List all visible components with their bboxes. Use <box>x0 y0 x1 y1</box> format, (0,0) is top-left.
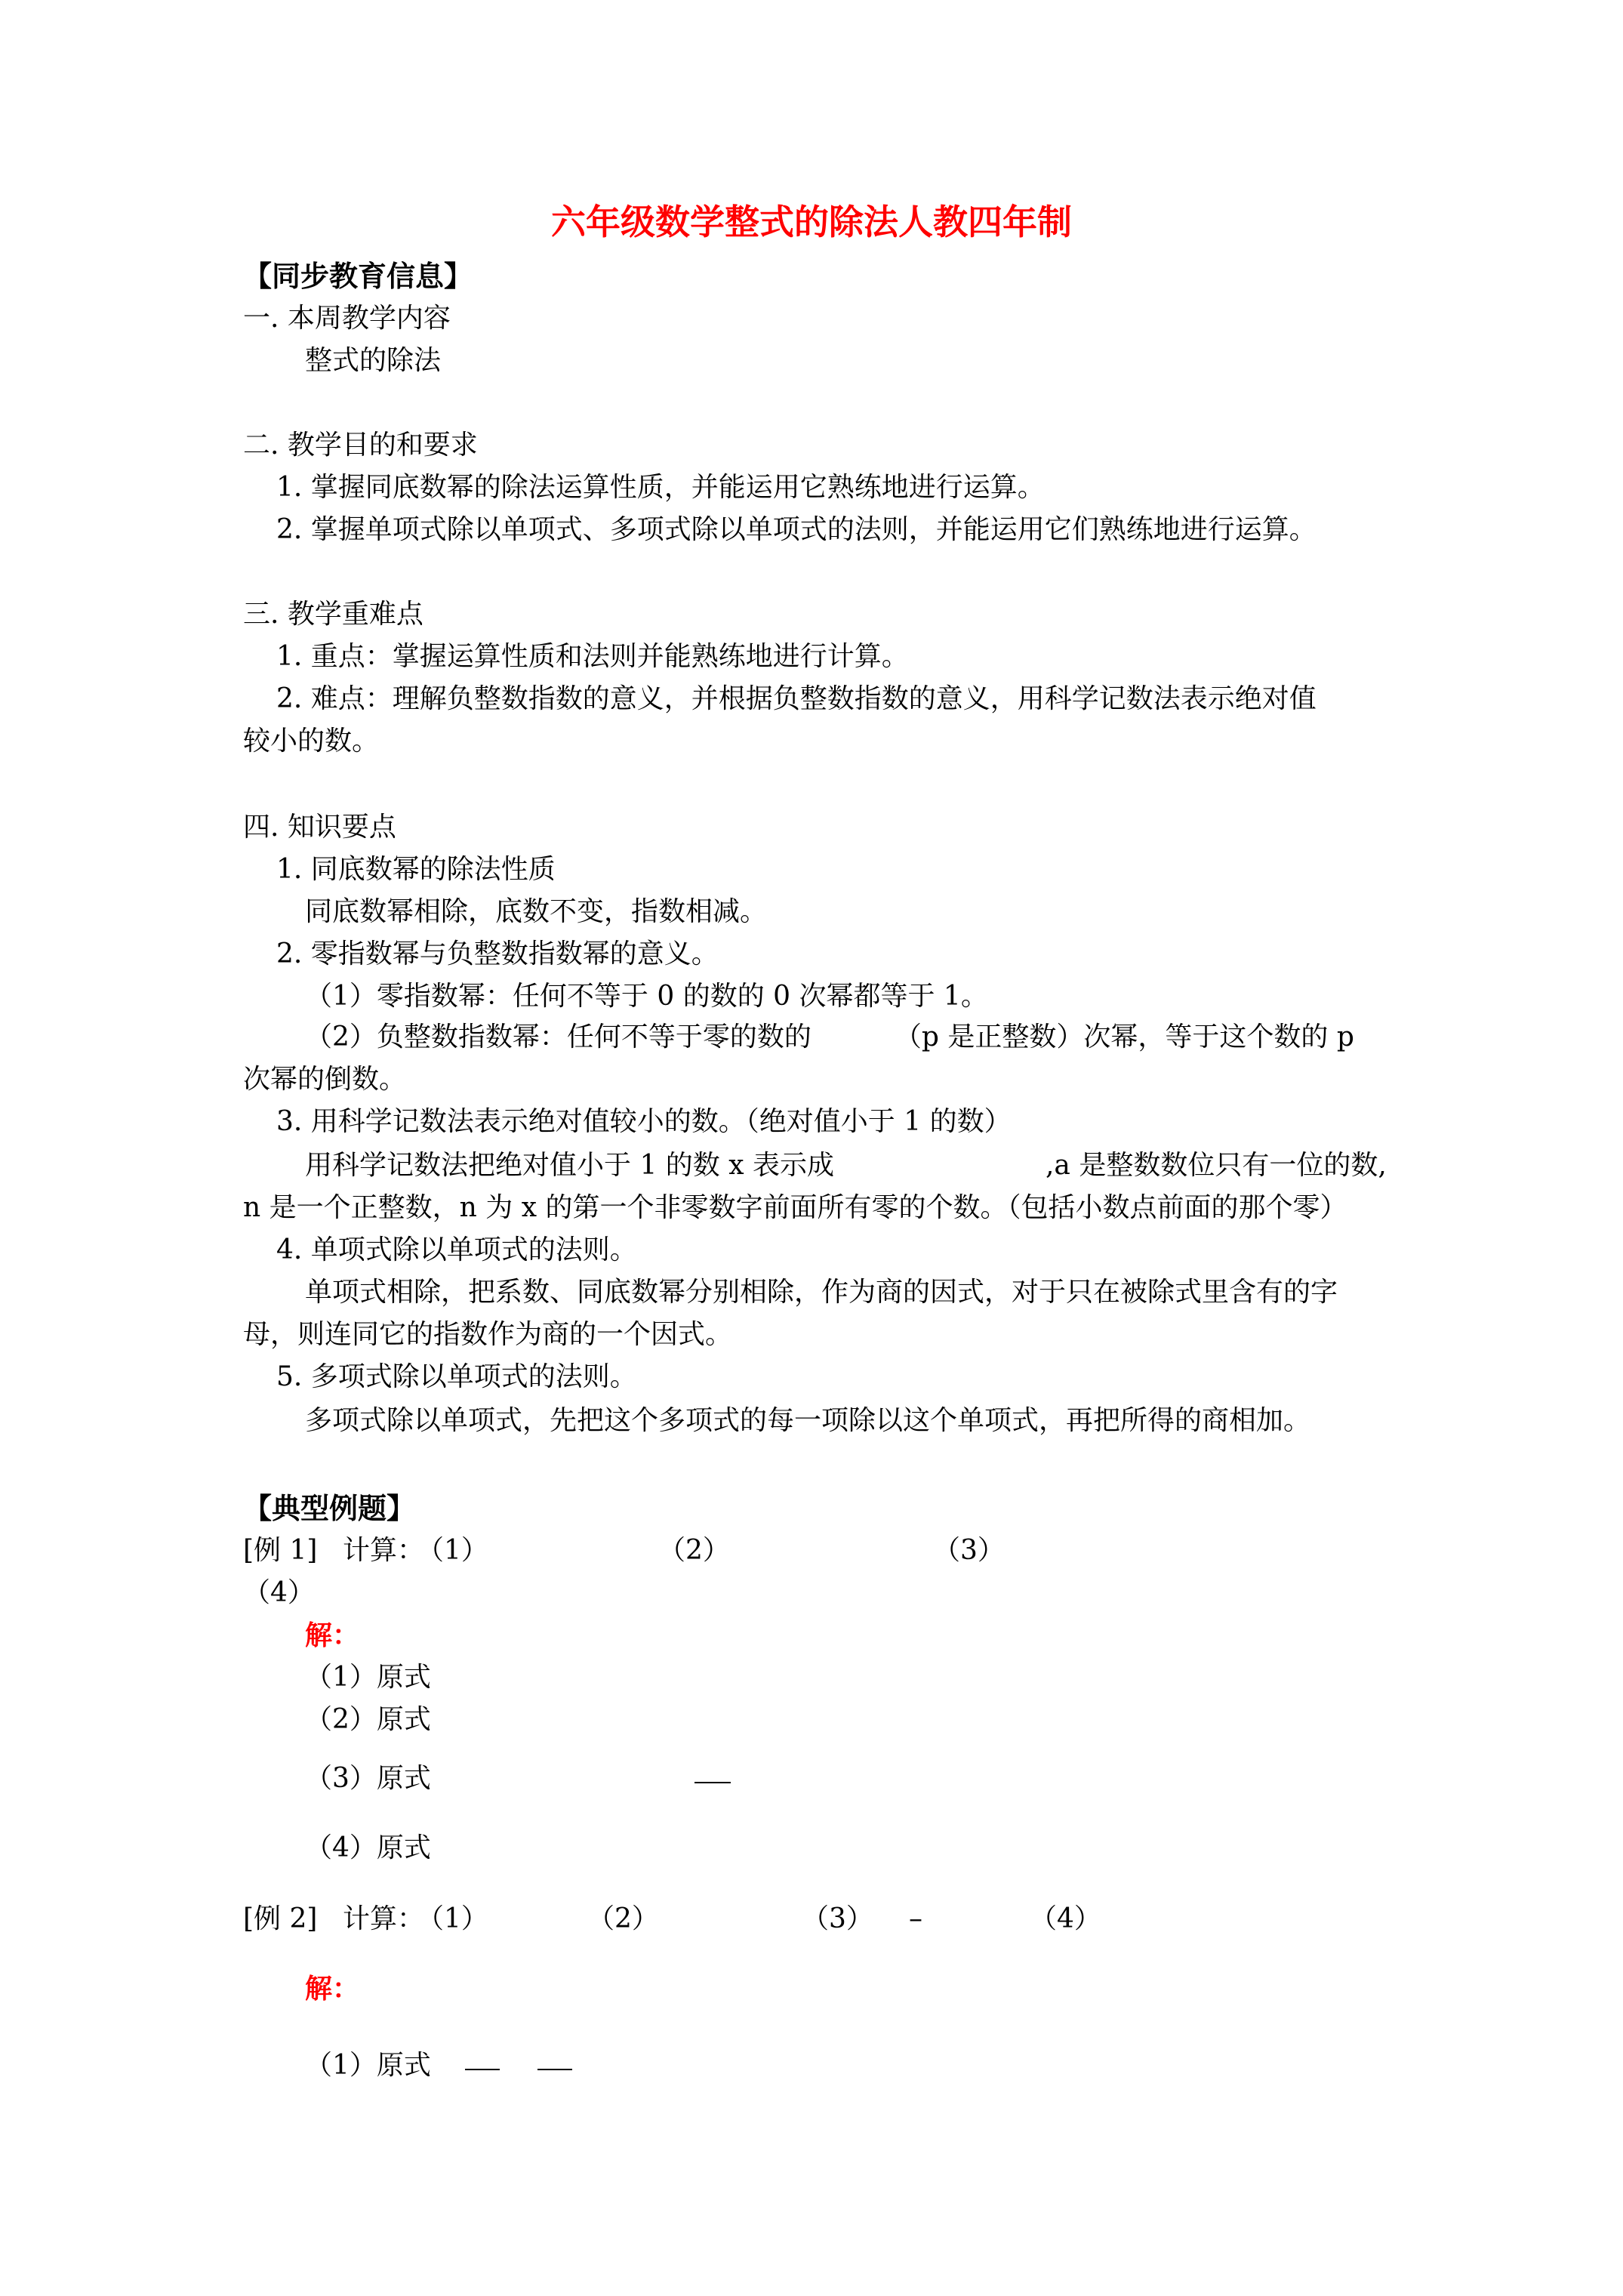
ex2-problem-3: （3） <box>802 1903 873 1934</box>
k2-negative-exponent-line-1 <box>305 1021 1354 1054</box>
k5-title: 5. 多项式除以单项式的法则。 <box>276 1361 637 1392</box>
k2-zero-exponent: （1）零指数幂：任何不等于 0 的数的 0 次幂都等于 1。 <box>305 981 988 1012</box>
ex1-answer-1: （1）原式 <box>305 1662 431 1693</box>
fraction-bar <box>537 2069 572 2070</box>
ex2-prompt: 计算： <box>343 1903 425 1934</box>
ex1-problem-4: （4） <box>243 1577 315 1608</box>
k2-negative-exponent-line-2: 次幂的倒数。 <box>243 1064 407 1095</box>
ex1-problem-3: （3） <box>933 1535 1005 1566</box>
k2-negative-exponent-part-1: （2）负整数指数幂：任何不等于零的数的 <box>305 1022 812 1052</box>
ex2-problem-4: （4） <box>1030 1903 1101 1934</box>
s3-item-1: 1. 重点：掌握运算性质和法则并能熟练地进行计算。 <box>276 641 909 672</box>
fraction-bar <box>465 2069 500 2070</box>
ex2-label: [例 2] <box>243 1903 318 1934</box>
ex1-problem-2: （2） <box>658 1535 730 1566</box>
fraction-bar <box>694 1782 731 1783</box>
k1-title: 1. 同底数幂的除法性质 <box>276 854 556 885</box>
ex2-answer-1: （1）原式 <box>305 2050 431 2081</box>
s2-item-2: 2. 掌握单项式除以单项式、多项式除以单项式的法则，并能运用它们熟练地进行运算。 <box>276 514 1317 545</box>
k1-body: 同底数幂相除，底数不变，指数相减。 <box>305 896 768 927</box>
k4-body-line-1: 单项式相除，把系数、同底数幂分别相除，作为商的因式，对于只在被除式里含有的字 <box>305 1277 1338 1308</box>
s4-heading: 四. 知识要点 <box>243 812 396 843</box>
s1-heading: 一. 本周教学内容 <box>243 303 451 334</box>
k4-body-line-2: 母，则连同它的指数作为商的一个因式。 <box>243 1319 733 1350</box>
k3-body-line-1 <box>305 1149 1387 1182</box>
k3-body-line-2: n 是一个正整数，n 为 x 的第一个非零数字前面所有零的个数。（包括小数点前面的那个零） <box>243 1192 1347 1223</box>
ex1-answer-2: （2）原式 <box>305 1704 431 1735</box>
k2-title: 2. 零指数幂与负整数指数幂的意义。 <box>276 938 719 969</box>
section-heading-sync-info: 【同步教育信息】 <box>243 259 473 293</box>
ex2-problem-2: （2） <box>587 1903 659 1934</box>
ex1-answer-3: （3）原式 <box>305 1763 431 1794</box>
ex1-problem-1: （1） <box>417 1535 488 1566</box>
ex1-answer-4: （4）原式 <box>305 1832 431 1863</box>
ex2-problem-1: （1） <box>417 1903 488 1934</box>
ex1-prompt: 计算： <box>343 1535 425 1566</box>
k2-negative-exponent-part-2: （p 是正整数）次幂，等于这个数的 p <box>894 1022 1354 1052</box>
s3-heading: 三. 教学重难点 <box>243 599 423 630</box>
s3-item-2-line-1: 2. 难点：理解负整数指数的意义，并根据负整数指数的意义，用科学记数法表示绝对值 <box>276 683 1317 714</box>
k3-body-part-2: ,a 是整数数位只有一位的数, <box>1045 1150 1387 1181</box>
s1-content: 整式的除法 <box>305 345 442 376</box>
document-title: 六年级数学整式的除法人教四年制 <box>551 202 1072 242</box>
k3-body-part-1: 用科学记数法把绝对值小于 1 的数 x 表示成 <box>305 1150 834 1181</box>
s3-item-2-line-2: 较小的数。 <box>243 726 380 757</box>
ex2-problem-3-sign: – <box>909 1903 922 1934</box>
k3-title: 3. 用科学记数法表示绝对值较小的数。（绝对值小于 1 的数） <box>276 1106 1012 1137</box>
s2-heading: 二. 教学目的和要求 <box>243 430 478 461</box>
ex1-label: [例 1] <box>243 1535 318 1566</box>
section-heading-examples: 【典型例题】 <box>243 1491 416 1525</box>
k4-title: 4. 单项式除以单项式的法则。 <box>276 1234 637 1265</box>
k5-body: 多项式除以单项式，先把这个多项式的每一项除以这个单项式，再把所得的商相加。 <box>305 1405 1311 1436</box>
ex1-solution-label: 解： <box>305 1620 360 1651</box>
ex2-solution-label: 解： <box>305 1973 360 2005</box>
s2-item-1: 1. 掌握同底数幂的除法运算性质，并能运用它熟练地进行运算。 <box>276 472 1045 503</box>
